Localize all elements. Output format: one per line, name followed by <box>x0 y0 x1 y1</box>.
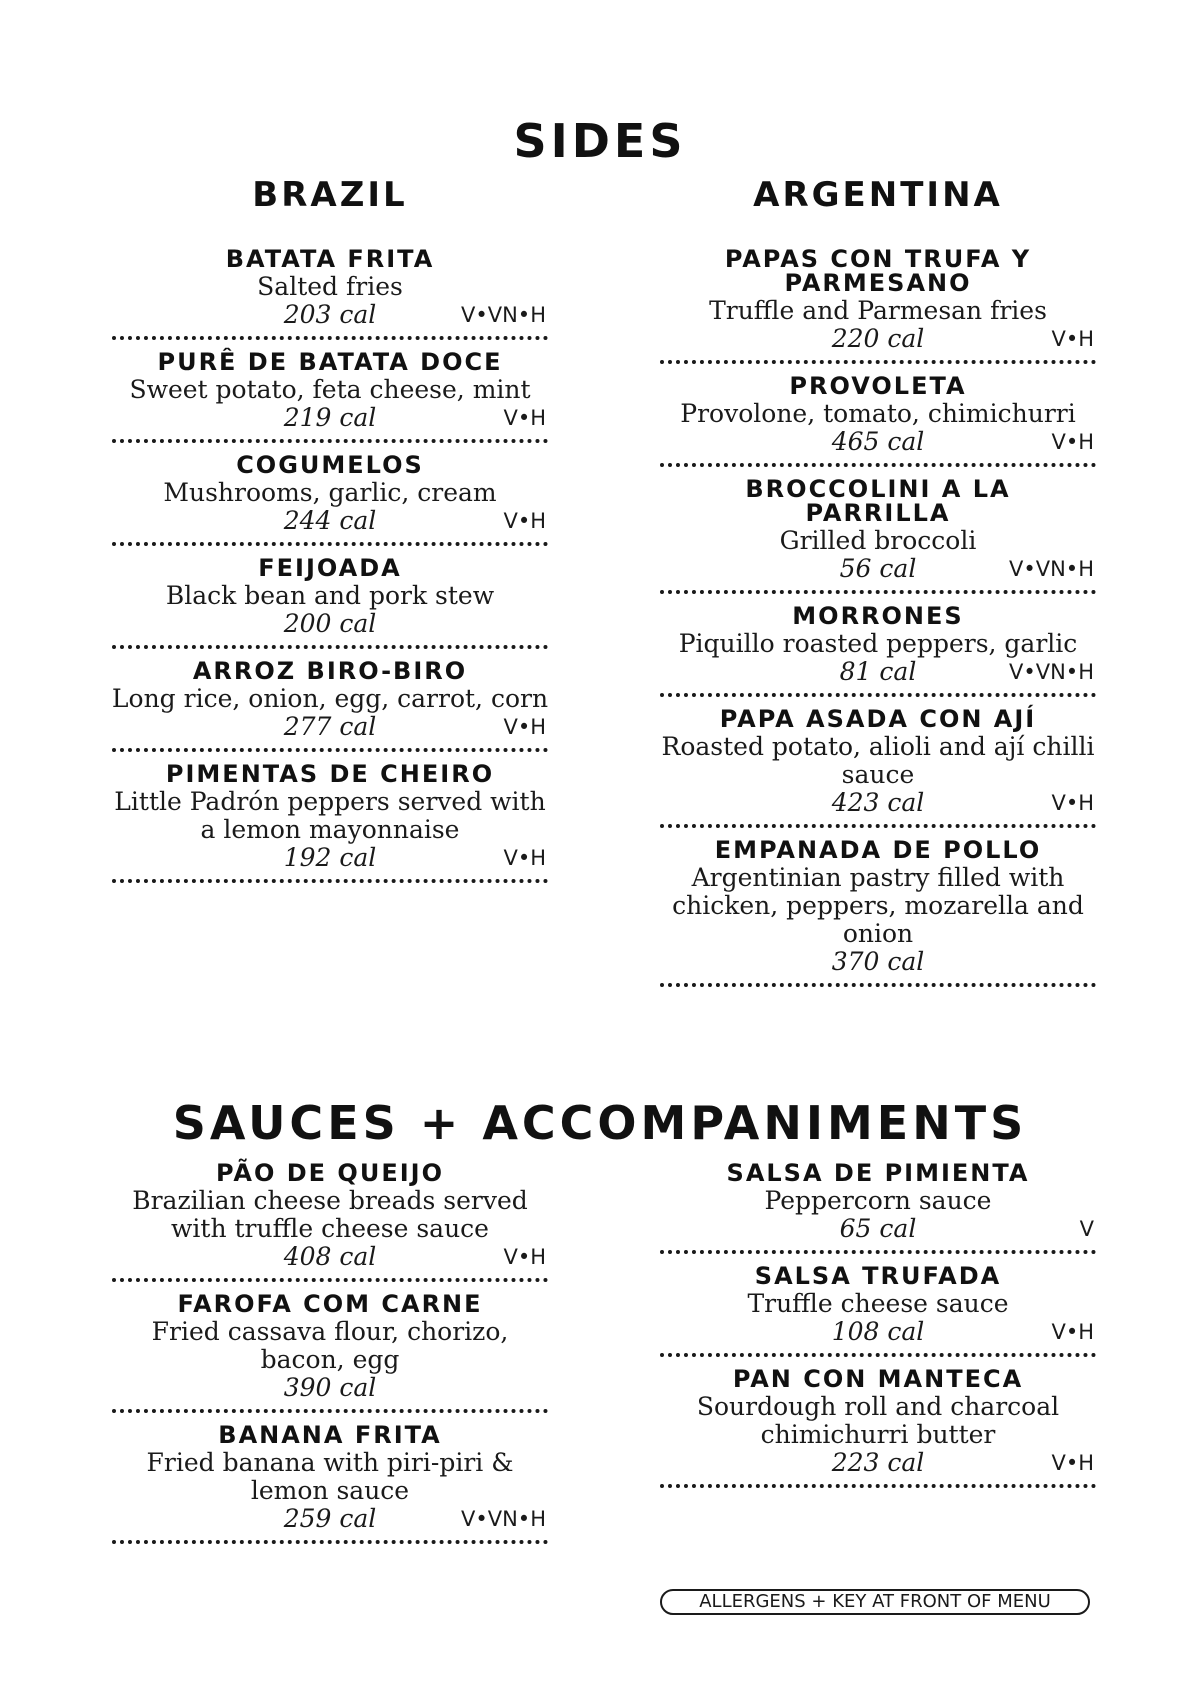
menu-item-calories: 370 cal <box>831 947 925 976</box>
menu-item-calories: 465 cal <box>831 427 925 456</box>
menu-item-name: PAPA ASADA CON AJÍ <box>719 705 1037 733</box>
menu-item-dietary-key: V•H <box>503 509 546 533</box>
menu-item <box>110 1161 550 1282</box>
menu-item-info-row <box>110 844 550 872</box>
menu-item-description: Roasted potato, alioli and ají chilli sauce <box>661 732 1095 789</box>
menu-item-calories: 108 cal <box>831 1317 925 1346</box>
argentina-sides-list <box>658 247 1098 997</box>
menu-item <box>110 453 550 546</box>
menu-item-dietary-key: V•H <box>1051 791 1094 815</box>
menu-item <box>658 1161 1098 1254</box>
menu-item-info-row <box>110 1374 550 1402</box>
menu-item-description: Truffle cheese sauce <box>747 1289 1009 1318</box>
menu-item-name: MORRONES <box>792 602 964 630</box>
brazil-heading: BRAZIL <box>252 175 408 215</box>
menu-item-description: Long rice, onion, egg, carrot, corn <box>111 684 549 713</box>
sauces-accompaniments-title: SAUCES + ACCOMPANIMENTS <box>172 1096 1028 1150</box>
menu-item-name: BATATA FRITA <box>225 245 435 273</box>
sauces-right-list <box>658 1161 1098 1498</box>
menu-item <box>658 374 1098 467</box>
menu-item-calories: 244 cal <box>283 506 377 535</box>
menu-item-calories: 259 cal <box>283 1504 377 1533</box>
menu-item-name: PURÊ DE BATATA DOCE <box>157 348 503 376</box>
menu-item-description: Black bean and pork stew <box>165 581 495 610</box>
menu-item-name: BROCCOLINI A LA PARRILLA <box>745 475 1011 527</box>
menu-item <box>110 350 550 443</box>
menu-item-info-row <box>658 555 1098 583</box>
menu-item-info-row <box>110 404 550 432</box>
menu-item-dietary-key: V•VN•H <box>460 303 546 327</box>
menu-item <box>658 604 1098 697</box>
menu-item <box>110 1292 550 1413</box>
menu-item-calories: 408 cal <box>283 1242 377 1271</box>
menu-item-dietary-key: V•H <box>503 1245 546 1269</box>
menu-item-calories: 223 cal <box>831 1448 925 1477</box>
menu-item-description: Sweet potato, feta cheese, mint <box>129 375 531 404</box>
menu-item-name: PIMENTAS DE CHEIRO <box>165 760 495 788</box>
allergens-key-badge: ALLERGENS + KEY AT FRONT OF MENU <box>660 1589 1090 1615</box>
menu-item-name: PROVOLETA <box>789 372 967 400</box>
menu-item-dietary-key: V•H <box>503 715 546 739</box>
menu-item-name: SALSA TRUFADA <box>754 1262 1002 1290</box>
menu-item-calories: 192 cal <box>283 843 377 872</box>
menu-item-description: Sourdough roll and charcoal chimichurri butter <box>696 1392 1060 1449</box>
menu-item-calories: 277 cal <box>283 712 377 741</box>
menu-item-calories: 200 cal <box>283 609 377 638</box>
menu-item-info-row <box>110 713 550 741</box>
menu-item-calories: 81 cal <box>839 657 917 686</box>
menu-item-name: ARROZ BIRO-BIRO <box>192 657 468 685</box>
menu-item-dietary-key: V <box>1079 1217 1094 1241</box>
menu-item-name: PAN CON MANTECA <box>732 1365 1024 1393</box>
menu-item-info-row <box>658 1318 1098 1346</box>
menu-item-description: Little Padrón peppers served with a lemon mayonnaise <box>114 787 546 844</box>
menu-item-dietary-key: V•H <box>1051 1451 1094 1475</box>
menu-item-calories: 56 cal <box>839 554 917 583</box>
menu-item-description: Truffle and Parmesan fries <box>709 296 1047 325</box>
menu-item-name: FAROFA COM CARNE <box>177 1290 483 1318</box>
menu-item-info-row <box>110 1243 550 1271</box>
menu-item-info-row <box>110 507 550 535</box>
menu-item <box>110 556 550 649</box>
menu-item-calories: 219 cal <box>283 403 377 432</box>
menu-item-name: SALSA DE PIMIENTA <box>726 1159 1030 1187</box>
menu-item-name: COGUMELOS <box>236 451 424 479</box>
menu-item-description: Grilled broccoli <box>779 526 977 555</box>
sauces-left-list <box>110 1161 550 1554</box>
menu-item <box>658 1264 1098 1357</box>
menu-item <box>110 762 550 883</box>
menu-item-info-row <box>658 658 1098 686</box>
menu-item-description: Salted fries <box>257 272 403 301</box>
menu-item-description: Provolone, tomato, chimichurri <box>680 399 1076 428</box>
menu-item-dietary-key: V•H <box>1051 327 1094 351</box>
brazil-sides-list <box>110 247 550 893</box>
menu-item <box>110 659 550 752</box>
menu-item-name: FEIJOADA <box>258 554 402 582</box>
menu-item-dietary-key: V•H <box>503 846 546 870</box>
argentina-heading: ARGENTINA <box>753 175 1003 215</box>
menu-item-info-row <box>110 610 550 638</box>
menu-item-name: PÃO DE QUEIJO <box>216 1159 444 1187</box>
menu-item-dietary-key: V•H <box>503 406 546 430</box>
menu-item-calories: 220 cal <box>831 324 925 353</box>
menu-item-info-row <box>658 325 1098 353</box>
menu-item <box>110 1423 550 1544</box>
menu-item-description: Fried banana with piri-piri & lemon sauce <box>146 1448 514 1505</box>
menu-item-name: BANANA FRITA <box>218 1421 442 1449</box>
menu-item <box>658 1367 1098 1488</box>
menu-item <box>658 247 1098 364</box>
menu-item-name: PAPAS CON TRUFA Y PARMESANO <box>724 245 1032 297</box>
menu-item-info-row <box>658 948 1098 976</box>
menu-item-info-row <box>658 1449 1098 1477</box>
menu-item-description: Piquillo roasted peppers, garlic <box>678 629 1078 658</box>
menu-item <box>110 247 550 340</box>
menu-item-info-row <box>658 428 1098 456</box>
menu-item-description: Argentinian pastry filled with chicken, peppers, mozarella and onion <box>672 863 1084 948</box>
menu-item-info-row <box>658 789 1098 817</box>
menu-item-dietary-key: V•VN•H <box>1008 557 1094 581</box>
menu-item-info-row <box>658 1215 1098 1243</box>
menu-item-dietary-key: V•VN•H <box>1008 660 1094 684</box>
menu-item-name: EMPANADA DE POLLO <box>714 836 1042 864</box>
menu-item-dietary-key: V•VN•H <box>460 1507 546 1531</box>
menu-item-calories: 390 cal <box>283 1373 377 1402</box>
menu-item <box>658 477 1098 594</box>
menu-item-dietary-key: V•H <box>1051 430 1094 454</box>
menu-item-description: Brazilian cheese breads served with truffle cheese sauce <box>132 1186 528 1243</box>
menu-item-description: Mushrooms, garlic, cream <box>163 478 497 507</box>
sides-title: SIDES <box>513 114 687 168</box>
menu-item-calories: 423 cal <box>831 788 925 817</box>
menu-item <box>658 838 1098 987</box>
menu-item <box>658 707 1098 828</box>
menu-item-dietary-key: V•H <box>1051 1320 1094 1344</box>
menu-item-description: Peppercorn sauce <box>764 1186 992 1215</box>
menu-item-calories: 203 cal <box>283 300 377 329</box>
menu-item-calories: 65 cal <box>839 1214 917 1243</box>
menu-item-info-row <box>110 301 550 329</box>
menu-item-info-row <box>110 1505 550 1533</box>
menu-item-description: Fried cassava flour, chorizo, bacon, egg <box>151 1317 509 1374</box>
